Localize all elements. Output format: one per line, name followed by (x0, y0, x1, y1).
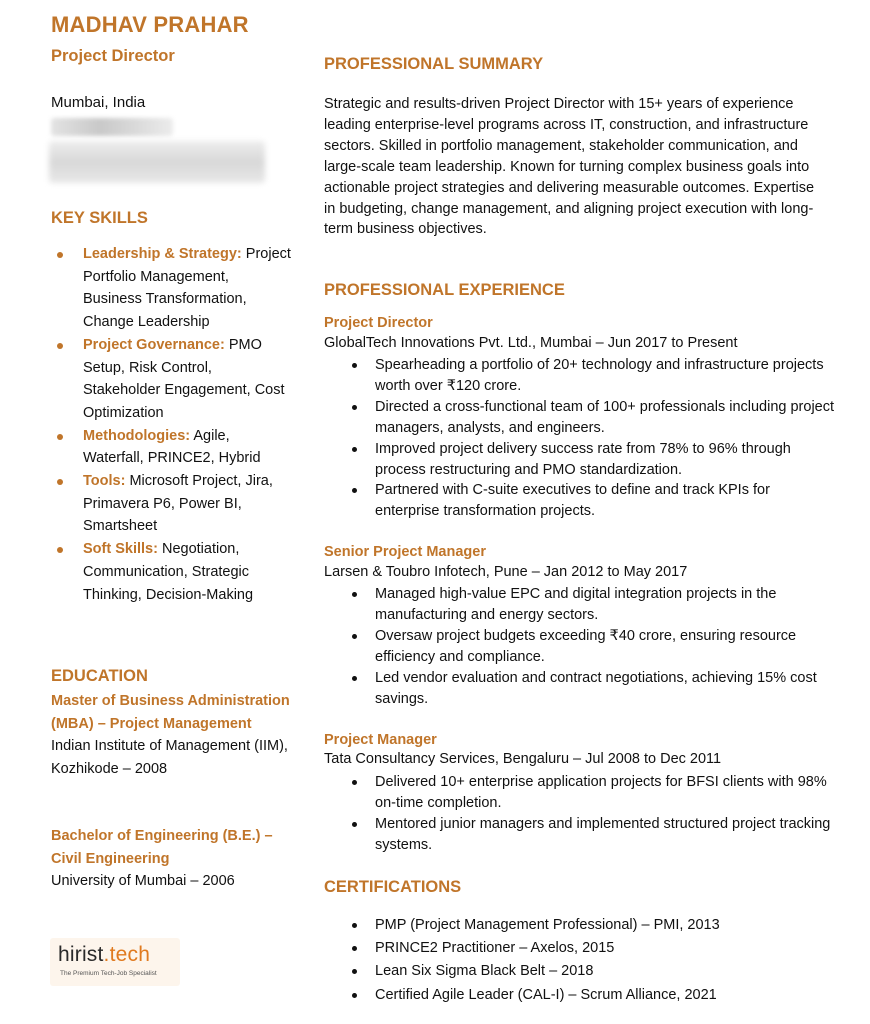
candidate-location: Mumbai, India (51, 94, 146, 111)
bullet-icon (352, 822, 357, 827)
summary-heading: PROFESSIONAL SUMMARY (324, 55, 544, 73)
bullet-icon (57, 252, 63, 258)
logo-brand-accent: .tech (103, 943, 151, 966)
logo-brand-main: hirist (58, 943, 104, 966)
list-item (324, 439, 834, 481)
list-item (324, 626, 834, 668)
job-title: Project Director (324, 315, 433, 331)
candidate-role: Project Director (51, 47, 175, 65)
certifications-list (324, 914, 834, 1007)
skill-label: Leadership & Strategy: (83, 246, 242, 262)
skill-text: Microsoft Project, Jira, Primavera P6, Power BI, Smartsheet (83, 473, 273, 535)
bullet-icon (352, 363, 357, 368)
degree-school: University of Mumbai – 2006 (51, 873, 235, 890)
list-item (324, 772, 834, 814)
bullet-icon (57, 479, 63, 485)
bullet-text: Improved project delivery success rate from 78% to 96% through process restructuring and PMO standardization. (375, 440, 791, 478)
skills-heading: KEY SKILLS (51, 209, 148, 227)
list-item (324, 937, 834, 960)
left-column (0, 0, 300, 1024)
skill-text: PMO Setup, Risk Control, Stakeholder Engagement, Cost Optimization (83, 336, 285, 421)
bullet-icon (57, 547, 63, 553)
skill-text: Project Portfolio Management, Business Transformation, Change Leadership (83, 246, 291, 331)
list-item (324, 584, 834, 626)
skill-text: Agile, Waterfall, PRINCE2, Hybrid (83, 427, 261, 467)
list-item (324, 914, 834, 937)
skill-text: Negotiation, Communication, Strategic Thinking, Decision-Making (83, 541, 254, 603)
list-item (324, 814, 834, 856)
education-heading: EDUCATION (51, 667, 148, 685)
bullet-icon (57, 343, 63, 349)
job-company: GlobalTech Innovations Pvt. Ltd., Mumbai – Jun 2017 to Present (324, 335, 738, 351)
skills-list (51, 243, 291, 606)
skill-item (51, 425, 291, 470)
logo-tagline: The Premium Tech-Job Specialist (60, 970, 157, 977)
skill-item (51, 470, 291, 538)
bullet-text: Managed high-value EPC and digital integration projects in the manufacturing and energy sectors. (375, 586, 777, 623)
skill-item (51, 243, 291, 334)
cert-text: Certified Agile Leader (CAL-I) – Scrum Alliance, 2021 (375, 986, 717, 1003)
job-title: Project Manager (324, 732, 437, 748)
list-item (324, 984, 834, 1007)
list-item (324, 397, 834, 439)
job-title: Senior Project Manager (324, 544, 486, 560)
degree-school: Indian Institute of Management (IIM), Kozhikode – 2008 (51, 738, 288, 778)
cert-text: PRINCE2 Practitioner – Axelos, 2015 (375, 940, 615, 957)
bullet-text: Delivered 10+ enterprise application projects for BFSI clients with 98% on-time completion. (375, 774, 827, 811)
cert-text: Lean Six Sigma Black Belt – 2018 (375, 963, 594, 980)
bullet-icon (352, 676, 357, 681)
skill-label: Project Governance: (83, 336, 225, 353)
hirist-logo (50, 938, 180, 986)
education-entry (51, 825, 291, 893)
bullet-icon (352, 634, 357, 639)
bullet-icon (352, 969, 357, 974)
job-bullets (324, 584, 834, 709)
bullet-text: Partnered with C-suite executives to define and track KPIs for enterprise transformation projects. (375, 482, 770, 520)
job-company: Larsen & Toubro Infotech, Pune – Jan 2012 to May 2017 (324, 564, 688, 580)
redacted-contact (49, 141, 265, 183)
bullet-icon (352, 592, 357, 597)
redacted-phone (51, 118, 173, 136)
degree-title: Master of Business Administration (MBA) – Project Management (51, 693, 290, 732)
skill-item (51, 538, 291, 606)
bullet-icon (352, 780, 357, 785)
bullet-text: Spearheading a portfolio of 20+ technology and infrastructure projects worth over ₹120 crore. (375, 357, 824, 394)
cert-text: PMP (Project Management Professional) – PMI, 2013 (375, 917, 720, 933)
list-item (324, 960, 834, 983)
bullet-text: Led vendor evaluation and contract negotiations, achieving 15% cost savings. (375, 669, 817, 707)
bullet-icon (57, 434, 63, 440)
job-bullets (324, 772, 834, 856)
bullet-icon (352, 488, 357, 493)
bullet-icon (352, 946, 357, 951)
candidate-name: MADHAV PRAHAR (51, 12, 249, 37)
education-entry (51, 690, 291, 781)
experience-heading: PROFESSIONAL EXPERIENCE (324, 281, 565, 299)
degree-title: Bachelor of Engineering (B.E.) – Civil Engineering (51, 828, 273, 867)
job-bullets (324, 355, 834, 522)
list-item (324, 480, 834, 522)
skill-label: Soft Skills: (83, 541, 158, 558)
skill-label: Tools: (83, 473, 126, 490)
certifications-heading: CERTIFICATIONS (324, 878, 462, 896)
summary-text: Strategic and results-driven Project Director with 15+ years of experience leading enterprise-level programs across IT, construction, and infrastructure sectors. Skilled in portfolio management, stakeholder communication, and large-scale team leadership. Known for turning complex business goals into actionable project strategies and delivering measurable outcomes. Expertise in budgeting, change management, and aligning project execution with long-term business objectives. (324, 96, 815, 238)
skill-item (51, 334, 291, 425)
bullet-text: Directed a cross-functional team of 100+ professionals including project managers, analysts, and engineers. (375, 398, 835, 436)
skill-label: Methodologies: (83, 427, 191, 444)
logo-brand (58, 943, 150, 967)
list-item (324, 668, 834, 710)
bullet-icon (352, 923, 357, 928)
bullet-icon (352, 993, 357, 998)
list-item (324, 355, 834, 397)
bullet-icon (352, 405, 357, 410)
bullet-text: Mentored junior managers and implemented structured project tracking systems. (375, 815, 831, 853)
bullet-icon (352, 447, 357, 452)
job-company: Tata Consultancy Services, Bengaluru – Jul 2008 to Dec 2011 (324, 751, 722, 767)
bullet-text: Oversaw project budgets exceeding ₹40 crore, ensuring resource efficiency and compliance. (375, 627, 797, 665)
